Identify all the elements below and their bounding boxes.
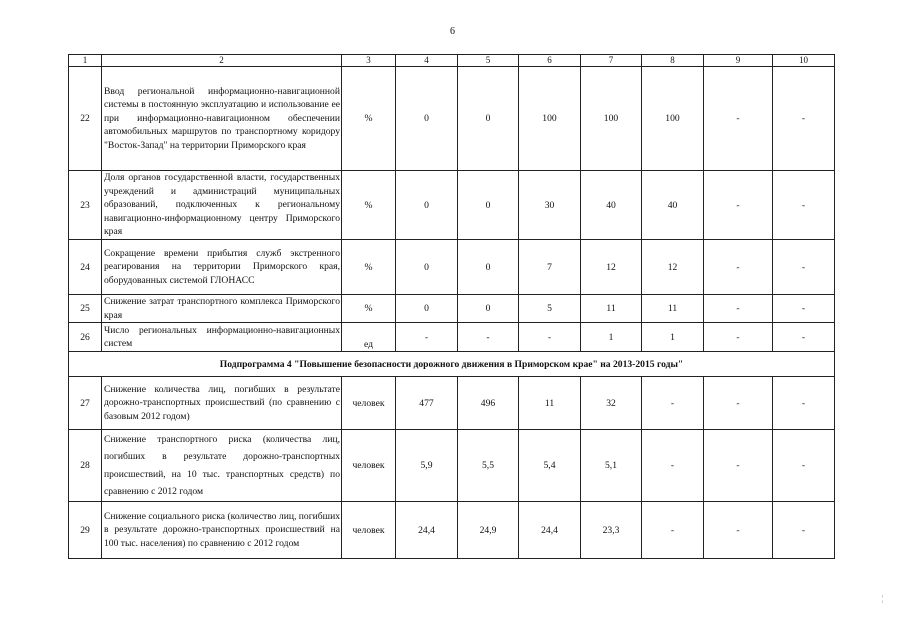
value-cell: -	[704, 502, 773, 559]
section-row	[69, 352, 835, 377]
value-cell: 100	[581, 67, 642, 171]
unit-cell: ед	[342, 323, 396, 352]
value-cell: 0	[396, 240, 458, 295]
header-cell: 10	[773, 55, 835, 67]
value-cell: -	[773, 171, 835, 240]
value-cell: 1	[581, 323, 642, 352]
header-cell: 8	[642, 55, 704, 67]
row-number: 24	[69, 240, 102, 295]
value-cell: 24,4	[396, 502, 458, 559]
value-cell: -	[458, 323, 519, 352]
indicator-description: Снижение транспортного риска (количества лиц, погибших в результате дорожно-транспортных происшествий, на 10 тыс. транспортных средств) по сравнению с 2012 годом	[102, 430, 342, 502]
value-cell: 477	[396, 377, 458, 430]
value-cell: 5,4	[519, 430, 581, 502]
unit-cell: человек	[342, 430, 396, 502]
value-cell: -	[704, 377, 773, 430]
table-row	[69, 240, 835, 295]
row-number: 28	[69, 430, 102, 502]
value-cell: 0	[396, 295, 458, 323]
value-cell: 0	[396, 67, 458, 171]
value-cell: -	[396, 323, 458, 352]
unit-cell: человек	[342, 377, 396, 430]
row-number: 25	[69, 295, 102, 323]
value-cell: 40	[581, 171, 642, 240]
indicator-description: Снижение количества лиц, погибших в результате дорожно-транспортных происшествий (по сравнению с базовым 2012 годом)	[102, 377, 342, 430]
value-cell: -	[704, 430, 773, 502]
value-cell: -	[704, 295, 773, 323]
value-cell: 12	[581, 240, 642, 295]
header-cell: 1	[69, 55, 102, 67]
row-number: 22	[69, 67, 102, 171]
value-cell: 24,4	[519, 502, 581, 559]
value-cell: -	[773, 240, 835, 295]
table-row	[69, 171, 835, 240]
table-row	[69, 377, 835, 430]
value-cell: -	[773, 430, 835, 502]
indicator-description: Снижение социального риска (количество лиц, погибших в результате дорожно-транспортных происшествий на 100 тыс. населения) по сравнению с 2012 годом	[102, 502, 342, 559]
value-cell: 5	[519, 295, 581, 323]
value-cell: 1	[642, 323, 704, 352]
row-number: 29	[69, 502, 102, 559]
indicator-description: Снижение затрат транспортного комплекса Приморского края	[102, 295, 342, 323]
header-row	[69, 55, 835, 67]
value-cell: 11	[581, 295, 642, 323]
indicator-description: Доля органов государственной власти, государственных учреждений и администраций муниципальных образований, подключенных к региональному навигационно-информационному центру Приморского края	[102, 171, 342, 240]
scan-edge-mark: ¦	[882, 594, 884, 603]
value-cell: -	[773, 323, 835, 352]
value-cell: 5,1	[581, 430, 642, 502]
indicators-table	[68, 54, 835, 559]
value-cell: 100	[519, 67, 581, 171]
table-row	[69, 295, 835, 323]
value-cell: 40	[642, 171, 704, 240]
value-cell: 23,3	[581, 502, 642, 559]
value-cell: 0	[458, 295, 519, 323]
header-cell: 6	[519, 55, 581, 67]
indicator-description: Число региональных информационно-навигационных систем	[102, 323, 342, 352]
page-number: 6	[450, 26, 455, 37]
value-cell: -	[642, 430, 704, 502]
table-row	[69, 67, 835, 171]
table-row	[69, 502, 835, 559]
value-cell: 11	[642, 295, 704, 323]
value-cell: 5,9	[396, 430, 458, 502]
value-cell: -	[642, 502, 704, 559]
value-cell: 0	[396, 171, 458, 240]
value-cell: 7	[519, 240, 581, 295]
header-cell: 7	[581, 55, 642, 67]
unit-cell: %	[342, 67, 396, 171]
value-cell: -	[773, 295, 835, 323]
value-cell: -	[642, 377, 704, 430]
value-cell: 12	[642, 240, 704, 295]
unit-cell: %	[342, 240, 396, 295]
value-cell: 0	[458, 240, 519, 295]
header-cell: 3	[342, 55, 396, 67]
header-cell: 5	[458, 55, 519, 67]
header-cell: 2	[102, 55, 342, 67]
value-cell: 24,9	[458, 502, 519, 559]
header-cell: 9	[704, 55, 773, 67]
table-row	[69, 430, 835, 502]
row-number: 23	[69, 171, 102, 240]
value-cell: 11	[519, 377, 581, 430]
section-title: Подпрограмма 4 "Повышение безопасности дорожного движения в Приморском крае" на 2013-2015 годы"	[69, 352, 835, 377]
unit-cell: человек	[342, 502, 396, 559]
value-cell: 32	[581, 377, 642, 430]
value-cell: -	[519, 323, 581, 352]
unit-cell: %	[342, 171, 396, 240]
row-number: 26	[69, 323, 102, 352]
value-cell: -	[773, 67, 835, 171]
value-cell: 30	[519, 171, 581, 240]
value-cell: 0	[458, 67, 519, 171]
row-number: 27	[69, 377, 102, 430]
value-cell: 5,5	[458, 430, 519, 502]
value-cell: -	[704, 67, 773, 171]
value-cell: -	[704, 240, 773, 295]
indicator-description: Ввод региональной информационно-навигационной системы в постоянную эксплуатацию и использование ее при информационно-навигационном обеспечении автомобильных маршрутов по транспортному коридору "Восток-Запад" на территории Приморского края	[102, 67, 342, 171]
value-cell: -	[773, 502, 835, 559]
value-cell: 0	[458, 171, 519, 240]
value-cell: 100	[642, 67, 704, 171]
value-cell: -	[704, 171, 773, 240]
unit-cell: %	[342, 295, 396, 323]
value-cell: -	[773, 377, 835, 430]
header-cell: 4	[396, 55, 458, 67]
indicator-description: Сокращение времени прибытия служб экстренного реагирования на территории Приморского края, оборудованных системой ГЛОНАСС	[102, 240, 342, 295]
value-cell: -	[704, 323, 773, 352]
value-cell: 496	[458, 377, 519, 430]
table-row	[69, 323, 835, 352]
